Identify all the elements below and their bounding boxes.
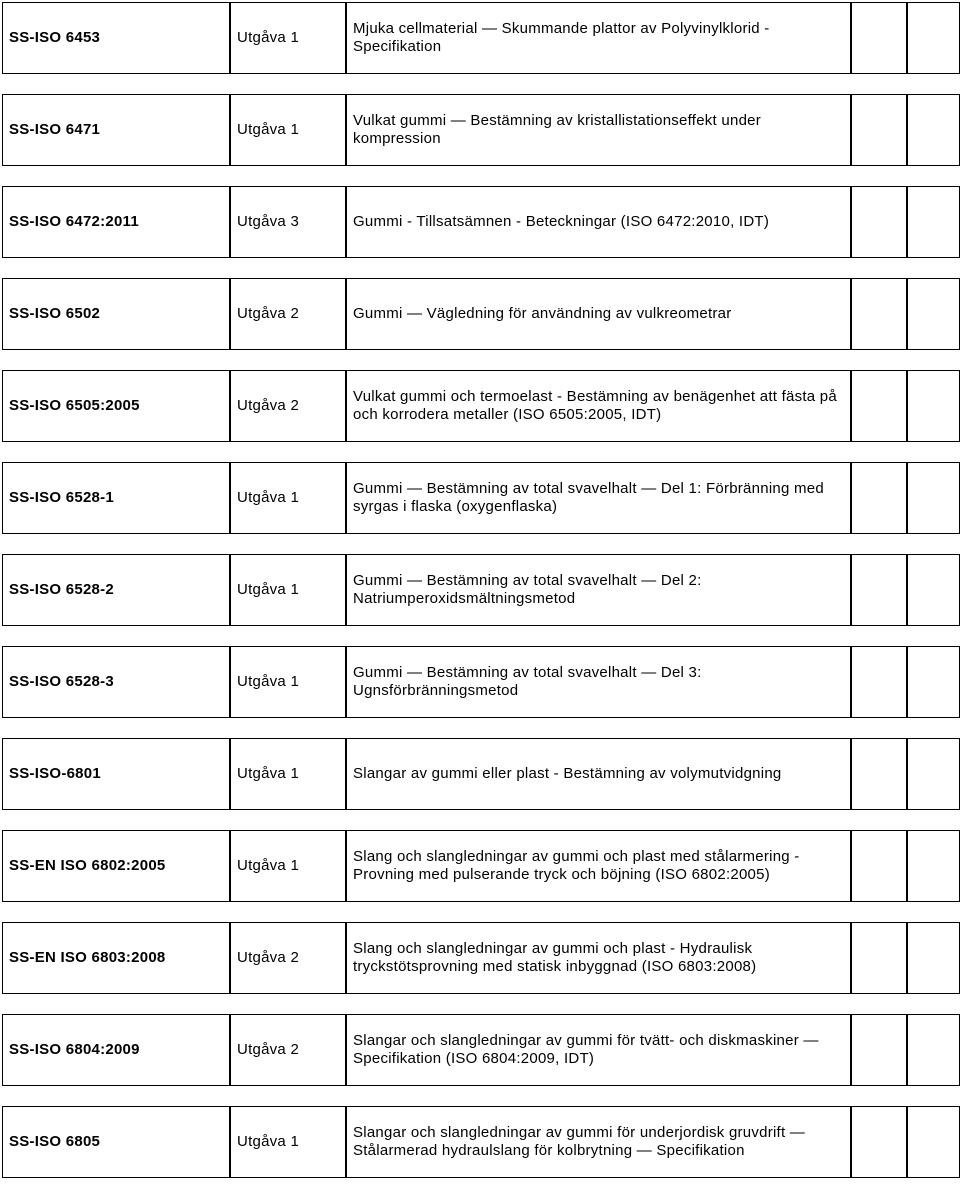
empty-cell: [907, 646, 960, 718]
standard-code: SS-ISO 6528-1: [2, 462, 230, 534]
table-row: [2, 830, 960, 902]
empty-cell: [907, 922, 960, 994]
empty-cell: [851, 1014, 907, 1086]
empty-cell: [907, 278, 960, 350]
empty-cell: [851, 830, 907, 902]
standard-edition: Utgåva 1: [230, 554, 346, 626]
empty-cell: [907, 370, 960, 442]
standard-edition: Utgåva 1: [230, 738, 346, 810]
standard-edition: Utgåva 1: [230, 94, 346, 166]
standard-title: Vulkat gummi och termoelast - Bestämning av benägenhet att fästa på och korrodera metaller (ISO 6505:2005, IDT): [346, 370, 851, 442]
standard-edition: Utgåva 1: [230, 646, 346, 718]
standard-edition: Utgåva 2: [230, 922, 346, 994]
standard-code: SS-ISO-6801: [2, 738, 230, 810]
table-row: [2, 1014, 960, 1086]
empty-cell: [907, 1014, 960, 1086]
empty-cell: [851, 94, 907, 166]
standard-code: SS-ISO 6528-3: [2, 646, 230, 718]
empty-cell: [851, 370, 907, 442]
table-row: [2, 922, 960, 994]
empty-cell: [851, 646, 907, 718]
standard-title: Slang och slangledningar av gummi och plast med stålarmering - Provning med pulserande tryck och böjning (ISO 6802:2005): [346, 830, 851, 902]
row-spacer: [2, 994, 960, 1014]
standards-table: [2, 2, 960, 1178]
table-row: [2, 1106, 960, 1178]
table-row: [2, 462, 960, 534]
empty-cell: [907, 830, 960, 902]
standard-code: SS-ISO 6805: [2, 1106, 230, 1178]
table-row: [2, 278, 960, 350]
row-spacer: [2, 258, 960, 278]
standard-title: Gummi — Bestämning av total svavelhalt — Del 3: Ugnsförbränningsmetod: [346, 646, 851, 718]
standard-title: Slang och slangledningar av gummi och plast - Hydraulisk tryckstötsprovning med statisk inbyggnad (ISO 6803:2008): [346, 922, 851, 994]
empty-cell: [907, 1106, 960, 1178]
empty-cell: [851, 1106, 907, 1178]
standard-edition: Utgåva 1: [230, 462, 346, 534]
standard-code: SS-ISO 6453: [2, 2, 230, 74]
row-spacer: [2, 166, 960, 186]
row-spacer: [2, 1086, 960, 1106]
table-row: [2, 94, 960, 166]
standard-title: Slangar av gummi eller plast - Bestämning av volymutvidgning: [346, 738, 851, 810]
standard-edition: Utgåva 1: [230, 830, 346, 902]
standard-title: Slangar och slangledningar av gummi för underjordisk gruvdrift — Stålarmerad hydraulslang för kolbrytning — Specifikation: [346, 1106, 851, 1178]
empty-cell: [907, 738, 960, 810]
empty-cell: [907, 2, 960, 74]
empty-cell: [851, 922, 907, 994]
standard-code: SS-ISO 6528-2: [2, 554, 230, 626]
table-row: [2, 186, 960, 258]
standard-edition: Utgåva 2: [230, 1014, 346, 1086]
standard-code: SS-ISO 6505:2005: [2, 370, 230, 442]
standard-edition: Utgåva 1: [230, 2, 346, 74]
standard-title: Gummi — Vägledning för användning av vulkreometrar: [346, 278, 851, 350]
table-row: [2, 554, 960, 626]
standard-code: SS-EN ISO 6802:2005: [2, 830, 230, 902]
row-spacer: [2, 626, 960, 646]
row-spacer: [2, 902, 960, 922]
row-spacer: [2, 534, 960, 554]
table-row: [2, 2, 960, 74]
empty-cell: [907, 186, 960, 258]
standard-title: Mjuka cellmaterial — Skummande plattor av Polyvinylklorid - Specifikation: [346, 2, 851, 74]
standard-code: SS-EN ISO 6803:2008: [2, 922, 230, 994]
table-row: [2, 738, 960, 810]
standard-title: Slangar och slangledningar av gummi för tvätt- och diskmaskiner — Specifikation (ISO 6804:2009, IDT): [346, 1014, 851, 1086]
row-spacer: [2, 810, 960, 830]
standard-edition: Utgåva 3: [230, 186, 346, 258]
standard-title: Gummi - Tillsatsämnen - Beteckningar (ISO 6472:2010, IDT): [346, 186, 851, 258]
empty-cell: [907, 94, 960, 166]
empty-cell: [907, 554, 960, 626]
empty-cell: [851, 738, 907, 810]
table-row: [2, 646, 960, 718]
standard-title: Gummi — Bestämning av total svavelhalt — Del 1: Förbränning med syrgas i flaska (oxygenflaska): [346, 462, 851, 534]
standard-title: Gummi — Bestämning av total svavelhalt — Del 2: Natriumperoxidsmältningsmetod: [346, 554, 851, 626]
row-spacer: [2, 442, 960, 462]
standard-code: SS-ISO 6472:2011: [2, 186, 230, 258]
empty-cell: [851, 186, 907, 258]
standard-edition: Utgåva 2: [230, 278, 346, 350]
empty-cell: [851, 278, 907, 350]
standard-edition: Utgåva 2: [230, 370, 346, 442]
table-row: [2, 370, 960, 442]
standard-code: SS-ISO 6471: [2, 94, 230, 166]
row-spacer: [2, 74, 960, 94]
row-spacer: [2, 718, 960, 738]
standard-code: SS-ISO 6804:2009: [2, 1014, 230, 1086]
standard-code: SS-ISO 6502: [2, 278, 230, 350]
empty-cell: [851, 462, 907, 534]
empty-cell: [851, 2, 907, 74]
row-spacer: [2, 350, 960, 370]
empty-cell: [907, 462, 960, 534]
standards-table-body: [2, 2, 960, 1178]
standard-edition: Utgåva 1: [230, 1106, 346, 1178]
standard-title: Vulkat gummi — Bestämning av kristallistationseffekt under kompression: [346, 94, 851, 166]
empty-cell: [851, 554, 907, 626]
